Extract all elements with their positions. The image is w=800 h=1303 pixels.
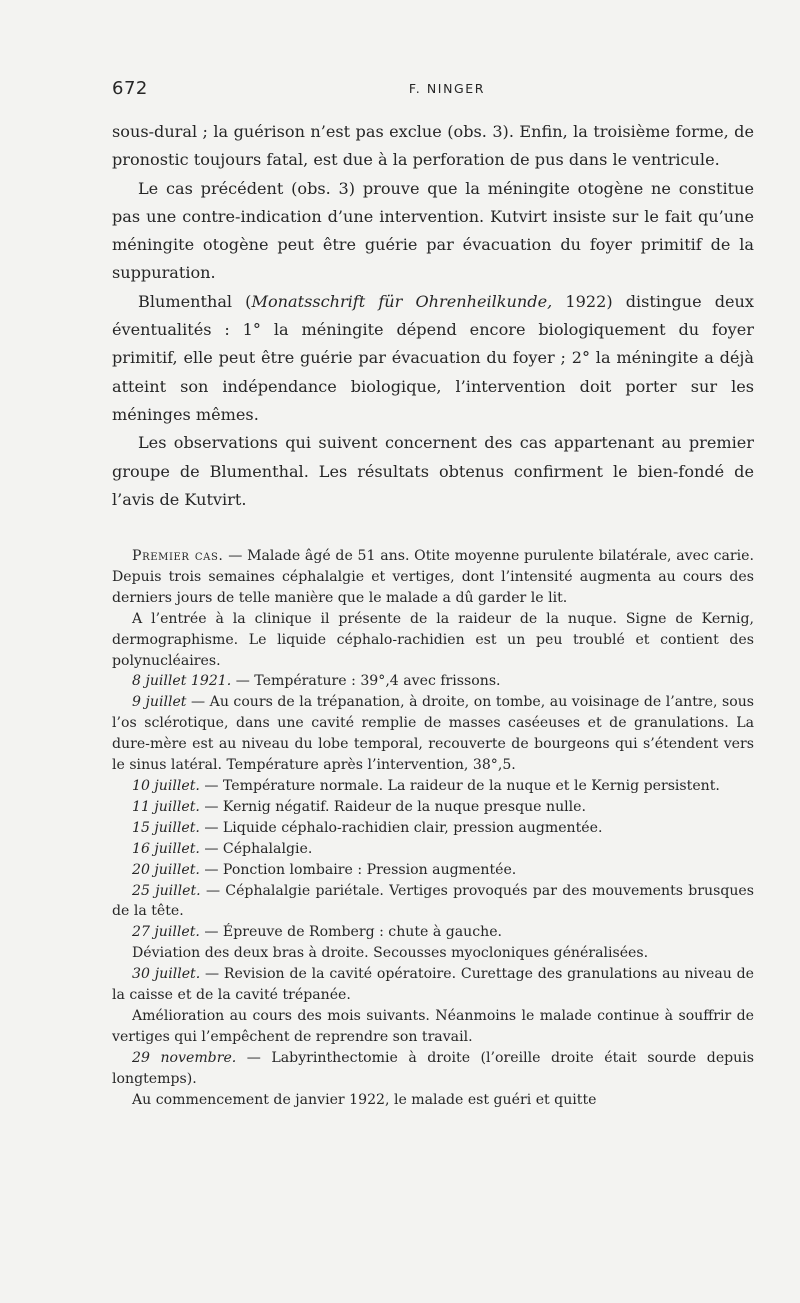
case-heading: Premier cas. xyxy=(132,548,224,564)
page-number: 672 xyxy=(112,78,148,99)
running-head: F. NINGER xyxy=(408,81,486,96)
case-report xyxy=(112,546,754,1110)
entry-date: 9 juillet xyxy=(132,694,187,711)
case-entry xyxy=(112,860,754,881)
entry-date: 29 novembre. xyxy=(132,1049,237,1066)
entry-date: 11 juillet. xyxy=(132,798,200,815)
paragraph-1: sous-dural ; la guérison n’est pas exclue (obs. 3). Enfin, la troisième forme, de pronostic toujours fatal, est due à la perforation de pus dans le ventricule. xyxy=(112,122,754,170)
entry-text: — Revision de la cavité opératoire. Curettage des granulations au niveau de la caisse et de la cavité trépanée. xyxy=(112,966,754,1004)
entry-text: — Épreuve de Romberg : chute à gauche. xyxy=(199,924,503,941)
case-intro xyxy=(112,546,754,609)
entry-text: — Température : 39°,4 avec frissons. xyxy=(231,673,501,690)
entry-date: 8 juillet 1921. xyxy=(132,673,232,690)
case-final: Au commencement de janvier 1922, le malade est guéri et quitte xyxy=(132,1091,597,1108)
entry-date: 30 juillet. xyxy=(132,966,201,983)
entry-text: — Kernig négatif. Raideur de la nuque presque nulle. xyxy=(199,798,586,815)
entry-text: — Liquide céphalo-rachidien clair, pression augmentée. xyxy=(199,819,603,836)
case-entry-paragraph: A l’entrée à la clinique il présente de la raideur de la nuque. Signe de Kernig, dermographisme. Le liquide céphalo-rachidien est un peu troublé et contient des polynucléaires. xyxy=(112,610,754,669)
case-entry xyxy=(112,1048,754,1090)
entry-date: 10 juillet. xyxy=(132,777,200,794)
paragraph-3-end: 1922) distingue deux éventualités : 1° la méningite dépend encore biologiquement du foyer primitif, elle peut être guérie par évacuation du foyer ; 2° la méningite a déjà atteint son indépendance biologique, l’intervention doit porter sur les méninges mêmes. xyxy=(112,291,754,424)
body-text xyxy=(112,118,754,514)
case-entry xyxy=(112,671,754,692)
case-deviation: Déviation des deux bras à droite. Secousses myocloniques généralisées. xyxy=(132,945,649,962)
entry-text: — Céphalalgie pariétale. Vertiges provoqués par des mouvements brusques de la tête. xyxy=(112,882,755,920)
case-entry xyxy=(112,839,754,860)
entry-text: — Au cours de la trépanation, à droite, on tombe, au voisinage de l’antre, sous l’os sclérotique, dans une cavité remplie de masses caséeuses et de granulations. La dure-mère est au niveau du lobe temporal, recouverte de bourgeons qui s’étendent vers le sinus latéral. Température après l’intervention, 38°,5. xyxy=(112,694,755,774)
paragraph-2: Le cas précédent (obs. 3) prouve que la méningite otogène ne constitue pas une contre-indication d’une intervention. Kutvirt insiste sur le fait qu’une méningite otogène peut être guérie par évacuation du foyer primitif de la suppuration. xyxy=(112,178,754,283)
entry-date: 25 juillet. xyxy=(132,882,201,899)
page-header xyxy=(112,78,752,100)
entry-date: 15 juillet. xyxy=(132,819,200,836)
case-entry xyxy=(112,922,754,943)
case-entry xyxy=(112,797,754,818)
paragraph-3-start: Blumenthal ( xyxy=(138,291,252,311)
case-improvement: Amélioration au cours des mois suivants. Néanmoins le malade continue à souffrir de vertiges qui l’empêchent de reprendre son travail. xyxy=(112,1007,754,1045)
case-entry xyxy=(112,881,754,923)
paragraph-3 xyxy=(112,288,754,429)
entry-text: — Céphalalgie. xyxy=(199,840,313,857)
entry-date: 16 juillet. xyxy=(132,840,200,857)
paragraph-4: Les observations qui suivent concernent des cas appartenant au premier groupe de Blumenthal. Les résultats obtenus confirment le bien-fondé de l’avis de Kutvirt. xyxy=(112,433,754,509)
entry-date: 20 juillet. xyxy=(132,861,200,878)
entry-date: 27 juillet. xyxy=(132,924,200,941)
entry-text: — Température normale. La raideur de la nuque et le Kernig persistent. xyxy=(199,777,720,794)
case-entry xyxy=(112,818,754,839)
case-intro-text: — Malade âgé de 51 ans. Otite moyenne purulente bilatérale, avec carie. Depuis trois semaines céphalalgie et vertiges, dont l’intensité augmenta au cours des derniers jours de telle manière que le malade a dû garder le lit. xyxy=(112,548,754,606)
entry-text: — Ponction lombaire : Pression augmentée. xyxy=(199,861,517,878)
entry-text: — Labyrinthectomie à droite (l’oreille droite était sourde depuis longtemps). xyxy=(112,1049,754,1087)
journal-title: Monatsschrift für Ohrenheilkunde, xyxy=(251,291,553,311)
case-entry xyxy=(112,692,754,776)
case-entry xyxy=(112,964,754,1006)
case-entry xyxy=(112,776,754,797)
